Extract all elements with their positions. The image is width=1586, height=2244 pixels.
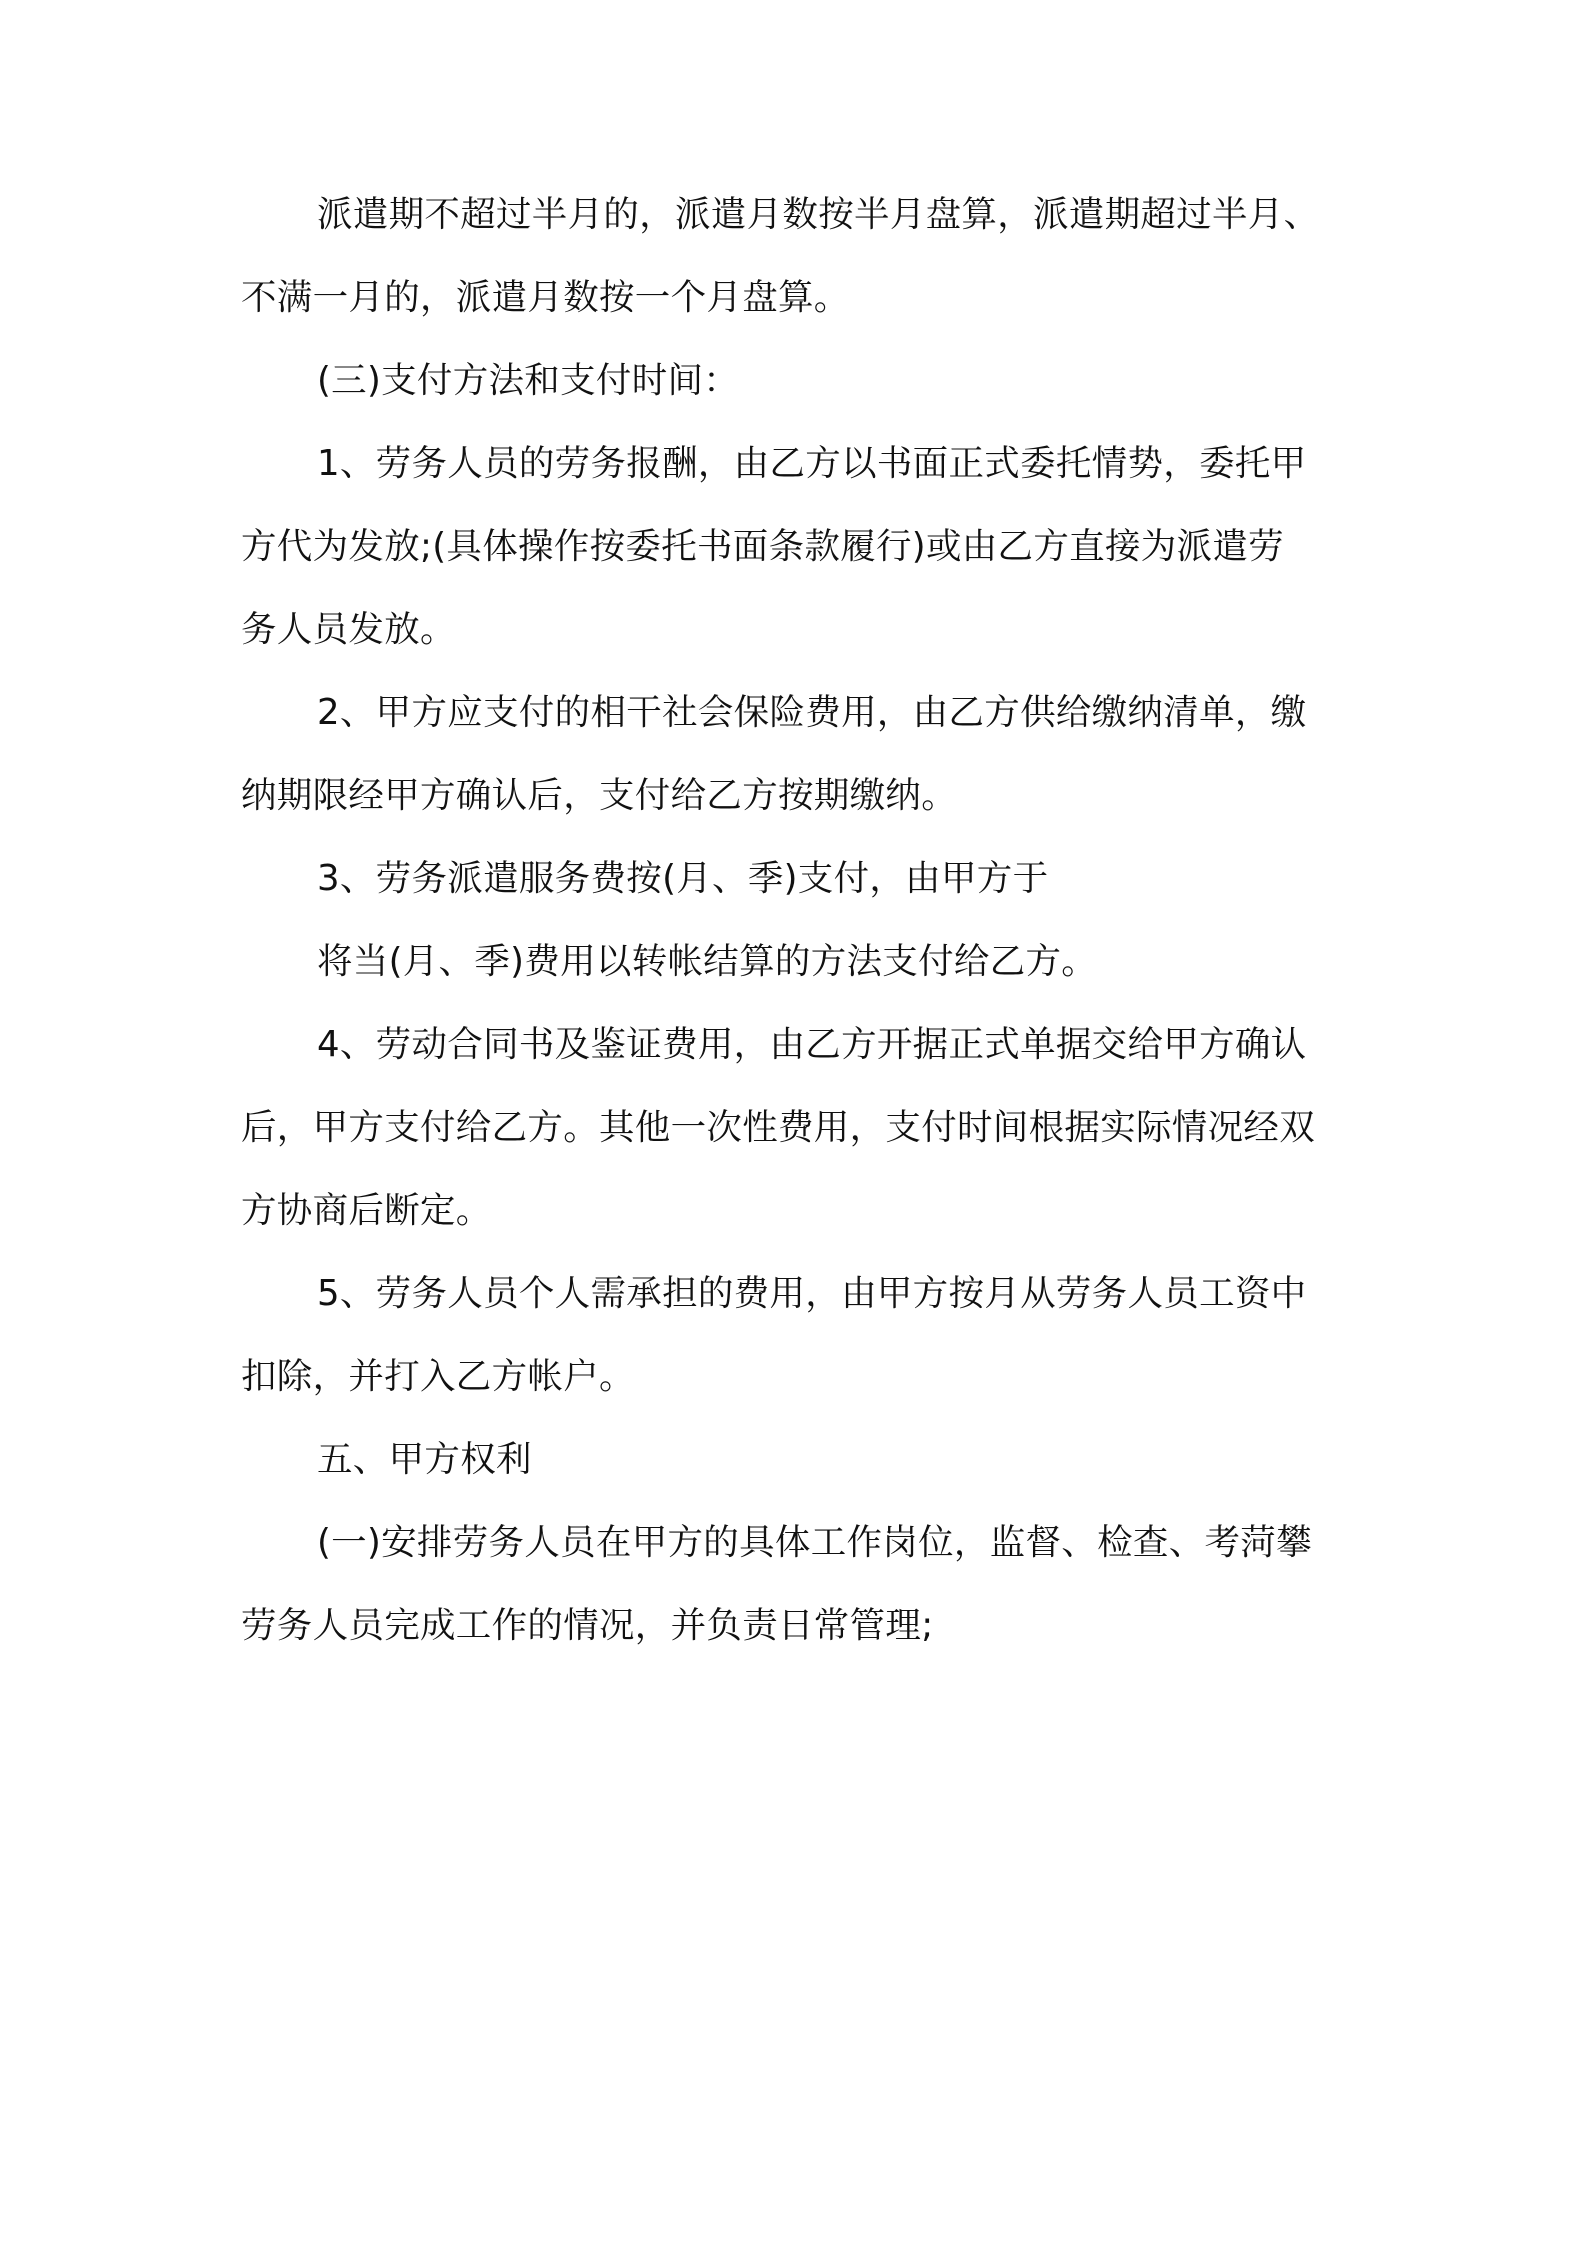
section-heading-rights: 五、甲方权利 (317, 1439, 532, 1480)
text-line-15: 扣除，并打入乙方帐户。 (241, 1356, 635, 1397)
text-line-18: 劳务人员完成工作的情况，并负责日常管理; (241, 1605, 934, 1646)
text-line-1: 派遣期不超过半月的，派遣月数按半月盘算，派遣期超过半月、 (317, 194, 1320, 235)
text-line-12: 后，甲方支付给乙方。其他一次性费用，支付时间根据实际情况经双 (241, 1107, 1316, 1148)
text-line-14: 5、劳务人员个人需承担的费用，由甲方按月从劳务人员工资中 (317, 1273, 1307, 1314)
text-line-2: 不满一月的，派遣月数按一个月盘算。 (241, 277, 850, 318)
text-line-8: 纳期限经甲方确认后，支付给乙方按期缴纳。 (241, 775, 958, 816)
section-heading-payment: (三)支付方法和支付时间： (317, 360, 740, 401)
text-line-6: 务人员发放。 (241, 609, 456, 650)
text-line-5: 方代为发放;(具体操作按委托书面条款履行)或由乙方直接为派遣劳 (241, 526, 1284, 567)
text-line-17: (一)安排劳务人员在甲方的具体工作岗位，监督、检查、考菏攀 (317, 1522, 1312, 1563)
text-line-9: 3、劳务派遣服务费按(月、季)支付，由甲方于 (317, 858, 1049, 899)
text-line-13: 方协商后断定。 (241, 1190, 492, 1231)
text-line-4: 1、劳务人员的劳务报酬，由乙方以书面正式委托情势，委托甲 (317, 443, 1307, 484)
text-line-10: 将当(月、季)费用以转帐结算的方法支付给乙方。 (317, 941, 1098, 982)
text-line-7: 2、甲方应支付的相干社会保险费用，由乙方供给缴纳清单，缴 (317, 692, 1307, 733)
text-line-11: 4、劳动合同书及鉴证费用，由乙方开据正式单据交给甲方确认 (317, 1024, 1307, 1065)
